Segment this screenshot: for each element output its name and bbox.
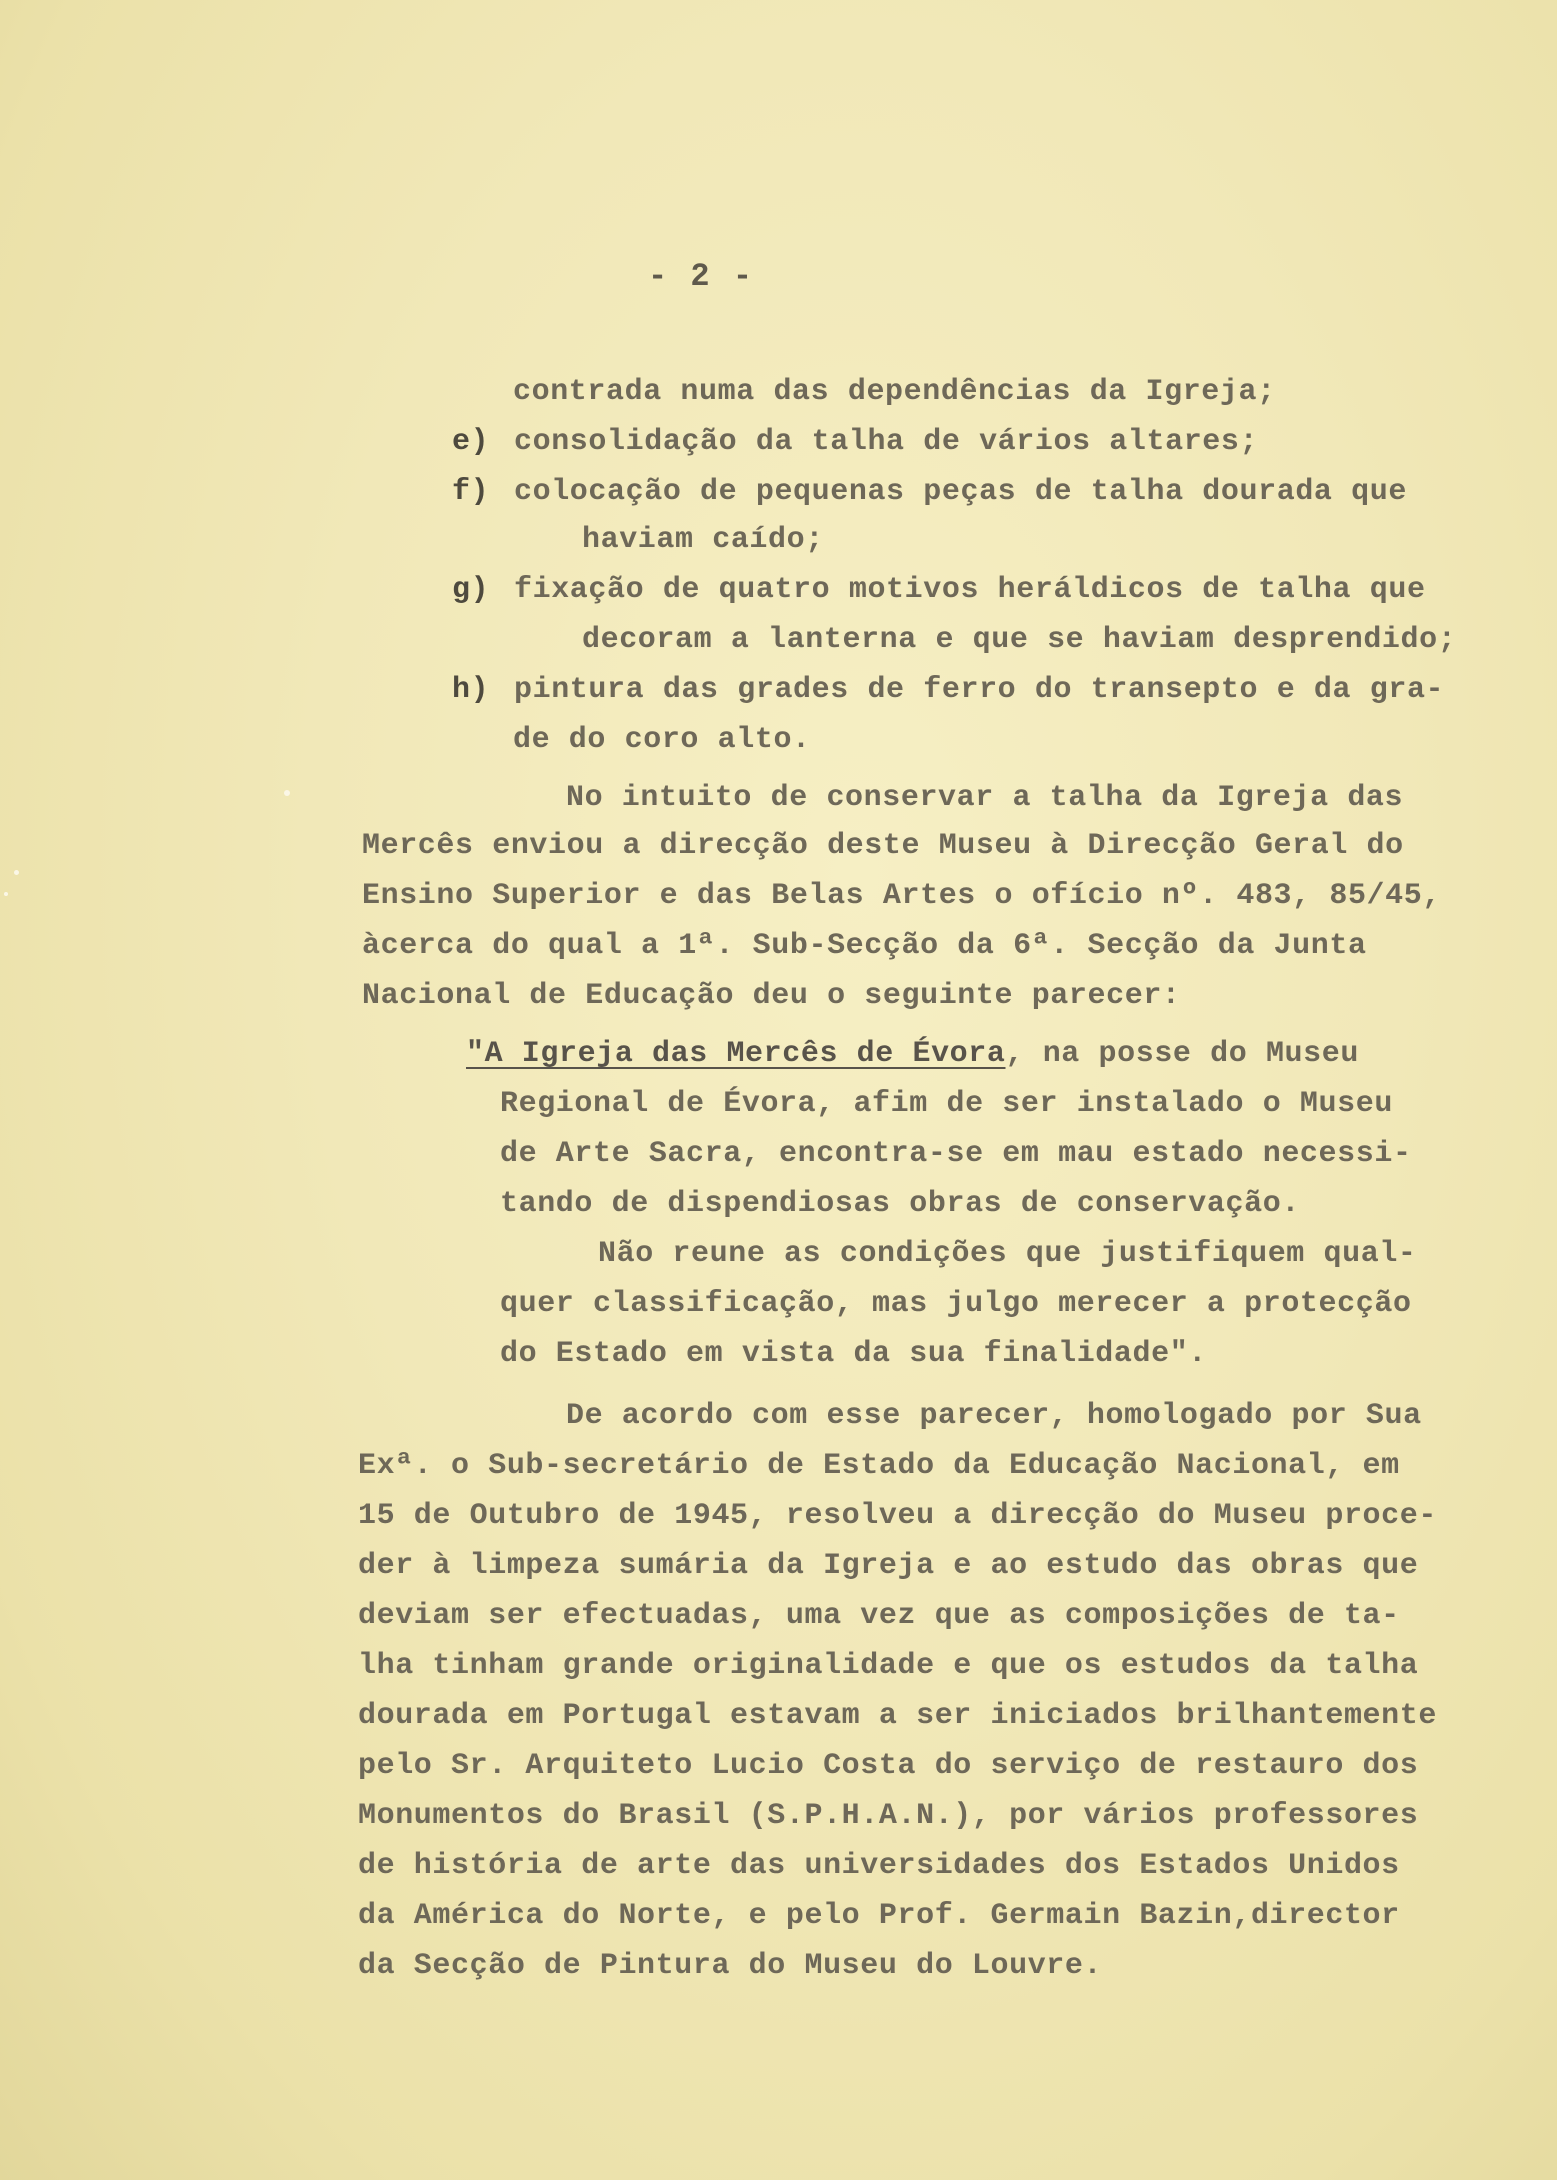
- quote-line: tando de dispendiosas obras de conservação.: [500, 1187, 1300, 1221]
- quote-line-first: [466, 1034, 1359, 1074]
- list-item-text: fixação de quatro motivos heráldicos de talha que: [514, 573, 1426, 607]
- list-item-g-continuation: decoram a lanterna e que se haviam desprendido;: [582, 623, 1457, 657]
- list-item-e: [452, 422, 1258, 462]
- quote-line: de Arte Sacra, encontra-se em mau estado necessi-: [500, 1137, 1412, 1171]
- paragraph-2-line: 15 de Outubro de 1945, resolveu a direcção do Museu proce-: [358, 1499, 1437, 1533]
- list-item-g: [452, 570, 1426, 610]
- paragraph-1-line: Ensino Superior e das Belas Artes o ofício nº. 483, 85/45,: [362, 879, 1441, 913]
- paragraph-2-line: da América do Norte, e pelo Prof. Germain Bazin,director: [358, 1899, 1400, 1933]
- paragraph-2-line: der à limpeza sumária da Igreja e ao estudo das obras que: [358, 1549, 1419, 1583]
- list-item-text: pintura das grades de ferro do transepto e da gra-: [514, 673, 1445, 707]
- paragraph-2-line: pelo Sr. Arquiteto Lucio Costa do serviço de restauro dos: [358, 1749, 1419, 1783]
- quote-line: Não reune as condições que justifiquem qual-: [598, 1237, 1417, 1271]
- paragraph-2-line: da Secção de Pintura do Museu do Louvre.: [358, 1949, 1103, 1983]
- quote-line: Regional de Évora, afim de ser instalado o Museu: [500, 1087, 1393, 1121]
- paragraph-2-line: De acordo com esse parecer, homologado por Sua: [566, 1399, 1422, 1433]
- list-item-text: consolidação da talha de vários altares;: [514, 425, 1259, 459]
- quote-first-rest: , na posse do Museu: [1005, 1037, 1359, 1071]
- list-item-text: colocação de pequenas peças de talha dourada que: [514, 475, 1407, 509]
- list-label: h): [452, 673, 490, 707]
- paragraph-1-line: àcerca do qual a 1ª. Sub-Secção da 6ª. Secção da Junta: [362, 929, 1367, 963]
- list-label: e): [452, 425, 490, 459]
- list-continuation-line: contrada numa das dependências da Igreja;: [513, 375, 1276, 409]
- list-label: f): [452, 475, 490, 509]
- paper-speck: [4, 892, 8, 896]
- paper-speck: [14, 870, 19, 875]
- paragraph-2-line: deviam ser efectuadas, uma vez que as composições de ta-: [358, 1599, 1400, 1633]
- paragraph-1-line: No intuito de conservar a talha da Igreja das: [566, 781, 1404, 815]
- list-label: g): [452, 573, 490, 607]
- paragraph-2-line: dourada em Portugal estavam a ser iniciados brilhantemente: [358, 1699, 1437, 1733]
- paragraph-1-line: Nacional de Educação deu o seguinte parecer:: [362, 979, 1181, 1013]
- paragraph-2-line: Exª. o Sub-secretário de Estado da Educação Nacional, em: [358, 1449, 1400, 1483]
- list-item-f: [452, 472, 1407, 512]
- quote-title-underlined: "A Igreja das Mercês de Évora: [466, 1037, 1006, 1071]
- paragraph-2-line: lha tinham grande originalidade e que os estudos da talha: [358, 1649, 1419, 1683]
- paragraph-1-line: Mercês enviou a direcção deste Museu à Direcção Geral do: [362, 829, 1404, 863]
- paragraph-2-line: de história de arte das universidades dos Estados Unidos: [358, 1849, 1400, 1883]
- list-item-h-continuation: de do coro alto.: [513, 723, 811, 757]
- list-item-f-continuation: haviam caído;: [582, 523, 824, 557]
- quote-line: do Estado em vista da sua finalidade".: [500, 1337, 1207, 1371]
- list-item-h: [452, 670, 1444, 710]
- paragraph-2-line: Monumentos do Brasil (S.P.H.A.N.), por vários professores: [358, 1799, 1419, 1833]
- page-number: - 2 -: [648, 258, 755, 295]
- paper-speck: [284, 790, 290, 796]
- quote-line: quer classificação, mas julgo merecer a protecção: [500, 1287, 1412, 1321]
